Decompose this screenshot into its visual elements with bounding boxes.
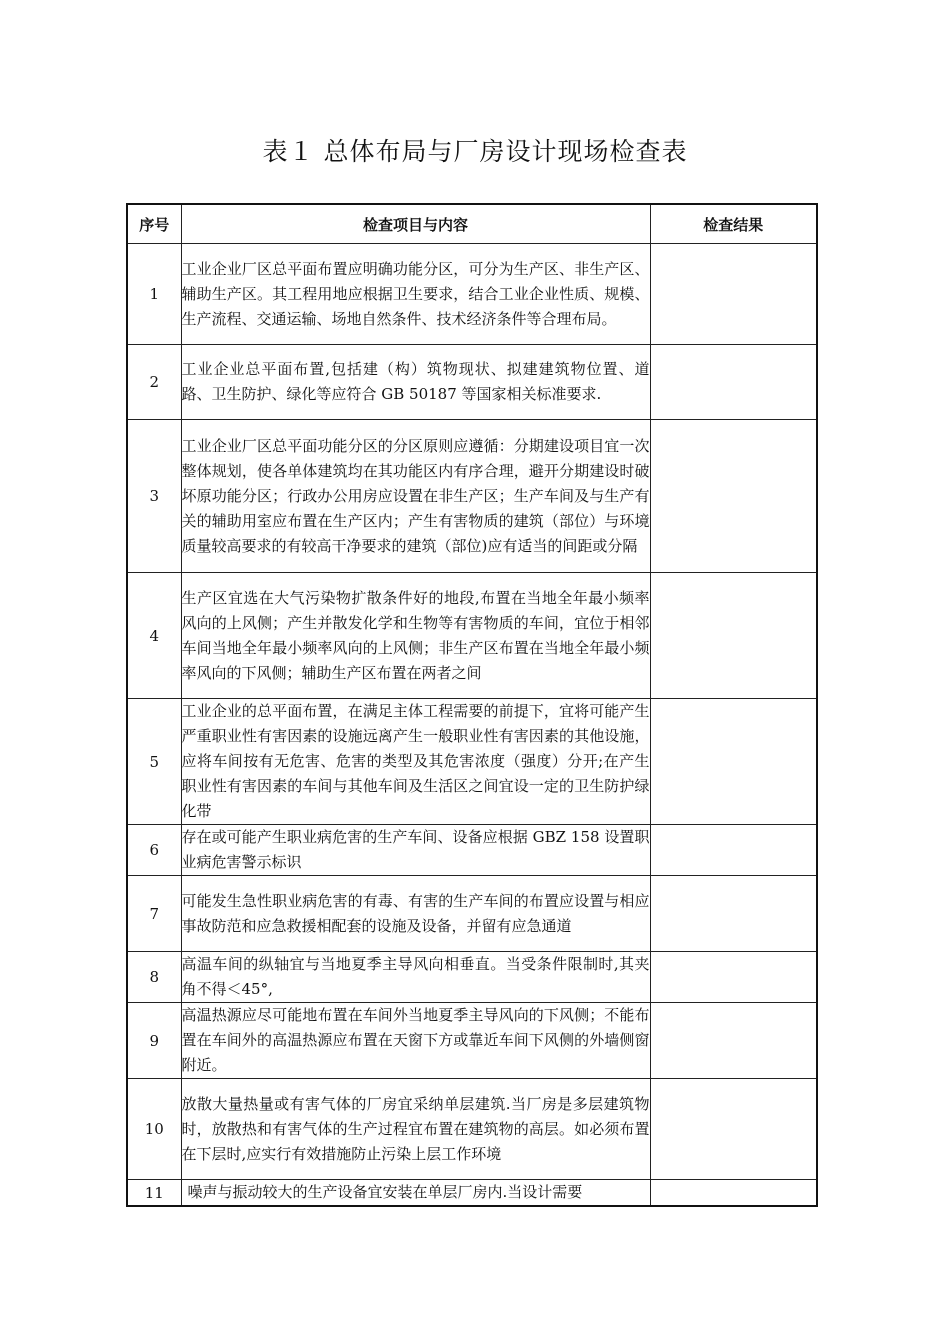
table-row [127, 952, 817, 1003]
row-content: 生产区宜选在大气污染物扩散条件好的地段,布置在当地全年最小频率风向的上风侧；产生并散发化学和生物等有害物质的车间，宜位于相邻车间当地全年最小频率风向的上风侧；非生产区布置在当地全年最小频率风向的下风侧；辅助生产区布置在两者之间 [181, 573, 650, 699]
row-number: 6 [127, 825, 181, 876]
row-number: 11 [127, 1180, 181, 1207]
row-number: 4 [127, 573, 181, 699]
table-row [127, 244, 817, 345]
row-result-cell[interactable] [650, 420, 817, 573]
row-number: 5 [127, 699, 181, 825]
table-row [127, 1180, 817, 1207]
page-title: 表１ 总体布局与厂房设计现场检查表 [262, 137, 688, 166]
table-row [127, 825, 817, 876]
row-content: 工业企业的总平面布置，在满足主体工程需要的前提下，宜将可能产生严重职业性有害因素的设施远离产生一般职业性有害因素的其他设施，应将车间按有无危害、危害的类型及其危害浓度（强度）分开;在产生职业性有害因素的车间与其他车间及生活区之间宜设一定的卫生防护绿化带 [181, 699, 650, 825]
table-row [127, 345, 817, 420]
row-content: 噪声与振动较大的生产设备宜安装在单层厂房内.当设计需要 [181, 1180, 650, 1207]
row-result-cell[interactable] [650, 952, 817, 1003]
row-result-cell[interactable] [650, 345, 817, 420]
row-number: 1 [127, 244, 181, 345]
row-content: 工业企业厂区总平面功能分区的分区原则应遵循：分期建设项目宜一次整体规划，使各单体建筑均在其功能区内有序合理，避开分期建设时破坏原功能分区；行政办公用房应设置在非生产区；生产车间及与生产有关的辅助用室应布置在生产区内；产生有害物质的建筑（部位）与环境质量较高要求的有较高干净要求的建筑（部位)应有适当的间距或分隔 [181, 420, 650, 573]
row-result-cell[interactable] [650, 244, 817, 345]
row-result-cell[interactable] [650, 1180, 817, 1207]
row-content: 可能发生急性职业病危害的有毒、有害的生产车间的布置应设置与相应事故防范和应急救援相配套的设施及设备，并留有应急通道 [181, 876, 650, 952]
row-result-cell[interactable] [650, 876, 817, 952]
header-check-item: 检查项目与内容 [181, 204, 650, 244]
header-serial-number: 序号 [127, 204, 181, 244]
row-number: 3 [127, 420, 181, 573]
row-number: 2 [127, 345, 181, 420]
row-number: 9 [127, 1003, 181, 1079]
row-content: 高温热源应尽可能地布置在车间外当地夏季主导风向的下风侧；不能布置在车间外的高温热源应布置在天窗下方或靠近车间下风侧的外墙侧窗附近。 [181, 1003, 650, 1079]
row-result-cell[interactable] [650, 699, 817, 825]
table-row [127, 420, 817, 573]
table-row [127, 699, 817, 825]
inspection-table [126, 203, 818, 1207]
row-result-cell[interactable] [650, 825, 817, 876]
row-result-cell[interactable] [650, 573, 817, 699]
row-content: 高温车间的纵轴宜与当地夏季主导风向相垂直。当受条件限制时,其夹角不得＜45°, [181, 952, 650, 1003]
row-content: 工业企业厂区总平面布置应明确功能分区，可分为生产区、非生产区、辅助生产区。其工程用地应根据卫生要求，结合工业企业性质、规模、生产流程、交通运输、场地自然条件、技术经济条件等合理布局。 [181, 244, 650, 345]
row-content: 放散大量热量或有害气体的厂房宜采纳单层建筑.当厂房是多层建筑物时，放散热和有害气体的生产过程宜布置在建筑物的高层。如必须布置在下层时,应实行有效措施防止污染上层工作环境 [181, 1079, 650, 1180]
row-number: 7 [127, 876, 181, 952]
row-number: 10 [127, 1079, 181, 1180]
table-row [127, 573, 817, 699]
row-result-cell[interactable] [650, 1003, 817, 1079]
table-row [127, 1079, 817, 1180]
row-number: 8 [127, 952, 181, 1003]
header-check-result: 检查结果 [650, 204, 817, 244]
table-header-row [127, 204, 817, 244]
row-content: 存在或可能产生职业病危害的生产车间、设备应根据 GBZ 158 设置职业病危害警示标识 [181, 825, 650, 876]
row-result-cell[interactable] [650, 1079, 817, 1180]
table-row [127, 1003, 817, 1079]
table-row [127, 876, 817, 952]
row-content: 工业企业总平面布置,包括建（构）筑物现状、拟建建筑物位置、道路、卫生防护、绿化等应符合 GB 50187 等国家相关标准要求. [181, 345, 650, 420]
